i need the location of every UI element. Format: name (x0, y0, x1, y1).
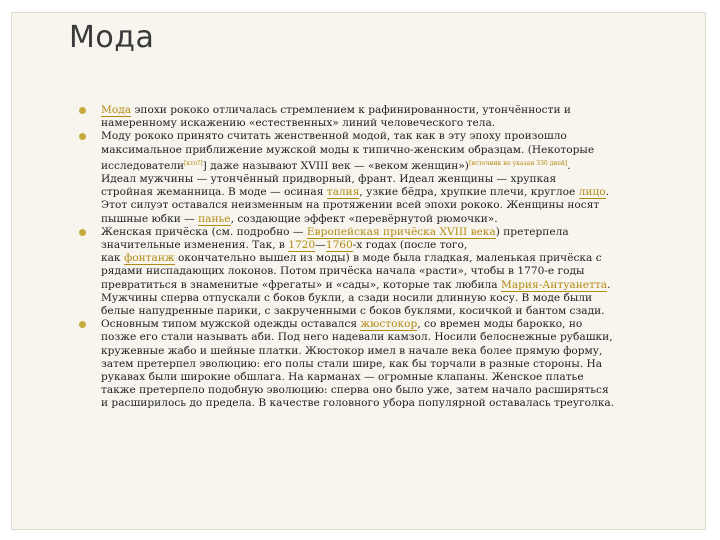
text-segment: , узкие бёдра, хрупкие плечи, круглое (359, 186, 579, 199)
text-line (101, 226, 682, 239)
list-item (76, 318, 682, 410)
text-segment: значительные изменения. Так, в (101, 239, 289, 252)
link-taliya[interactable]: талия (326, 186, 360, 199)
text-segment: Женская причёска (см. подробно — (101, 225, 307, 238)
citation-source-link[interactable]: [источник не указан 330 дней] (468, 159, 568, 167)
list-item (76, 104, 682, 130)
text-line: позже его стали называть аби. Под него надевали камзол. Носили белоснежные рубашки, (101, 331, 613, 344)
text-segment: эпохи рококо отличалась стремлением к рафинированности, утончённости и (131, 104, 571, 116)
text-line (101, 239, 682, 252)
text-line: и расширилось до предела. В качестве головного убора популярной оставалась треуголка. (101, 397, 615, 410)
text-line (101, 186, 682, 199)
link-moda[interactable]: Мода (101, 104, 132, 116)
link-european-hairstyle[interactable]: Европейская причёска XVIII века (306, 225, 496, 238)
bullet-icon (79, 229, 86, 236)
text-line: максимальное приближение мужской моды к типично-женским образцам. (Некоторые (101, 143, 595, 156)
text-segment: пышные юбки — (101, 212, 199, 225)
link-1760[interactable]: 1760 (325, 239, 353, 252)
citation-who-link[interactable]: [кто?] (184, 159, 203, 167)
link-justaucorps[interactable]: жюстокор (360, 318, 418, 331)
text-segment: — (315, 239, 326, 252)
bullet-list (76, 104, 682, 411)
text-segment: . (605, 186, 609, 199)
text-line (101, 213, 682, 226)
text-segment: превратиться в знаменитые «фрегаты» и «сады», которые так любила (101, 278, 501, 291)
bullet-icon (79, 107, 86, 114)
link-1720[interactable]: 1720 (288, 239, 316, 252)
text-line: рядами ниспадающих локонов. Потом причёска начала «расти», чтобы в 1770-е годы (101, 265, 585, 278)
text-line (101, 157, 682, 173)
text-segment: Основным типом мужской одежды оставался (101, 318, 361, 331)
text-segment: ] даже называют XVIII век — «веком женщин») (202, 159, 469, 172)
text-line: Идеал мужчины — утончённый придворный, франт. Идеал женщины — хрупкая (101, 173, 557, 186)
text-segment: -х годах (после того, (352, 239, 468, 252)
text-line: намеренному искажению «естественных» линий человеческого тела. (101, 117, 496, 130)
text-line (101, 252, 682, 265)
text-line: рукавах были широкие обшлага. На карманах — огромные клапаны. Женское платье (101, 371, 584, 384)
text-segment: исследователи (101, 159, 185, 172)
text-line: Этот силуэт оставался неизменным на протяжении всей эпохи рококо. Женщины носят (101, 199, 600, 212)
bullet-icon (79, 321, 86, 328)
text-segment: , со времен моды барокко, но (417, 318, 583, 331)
text-line: Моду рококо принято считать женственной модой, так как в эту эпоху произошло (101, 130, 567, 143)
text-segment: . (567, 159, 571, 172)
text-line: затем претерпел эволюцию: его полы стали шире, как бы торчали в разные стороны. На (101, 357, 603, 370)
bullet-icon (79, 133, 86, 140)
list-item (76, 130, 682, 225)
slide-title: Мода (69, 20, 155, 55)
text-line (101, 279, 682, 292)
text-segment: окончательно вышел из моды) в моде была гладкая, маленькая причёска с (174, 252, 602, 265)
text-line: кружевные жабо и шейные платки. Жюстокор имел в начале века более прямую форму, (101, 344, 603, 357)
text-line (101, 318, 682, 331)
link-litso[interactable]: лицо (578, 186, 606, 199)
list-item (76, 226, 682, 318)
link-marie-antoinette[interactable]: Мария-Антуанетта (500, 278, 608, 291)
link-fontange[interactable]: фонтанж (123, 252, 175, 265)
text-line: Мужчины сперва отпускали с боков букли, а сзади носили длинную косу. В моде были (101, 291, 593, 304)
text-segment: . (607, 278, 611, 291)
text-line: белые напудренные парики, с закрученными с боков буклями, косичкой и бантом сзади. (101, 305, 605, 318)
text-segment: , создающие эффект «перевёрнутой рюмочки». (230, 212, 498, 225)
text-segment: ) претерпела (495, 225, 569, 238)
text-segment: как (101, 252, 124, 265)
link-panye[interactable]: панье (198, 212, 231, 225)
text-line (101, 104, 682, 117)
text-line: также претерпело подобную эволюцию: сперва оно было уже, затем начало расширяться (101, 384, 609, 397)
text-segment: стройная жеманница. В моде — осиная (101, 186, 327, 199)
